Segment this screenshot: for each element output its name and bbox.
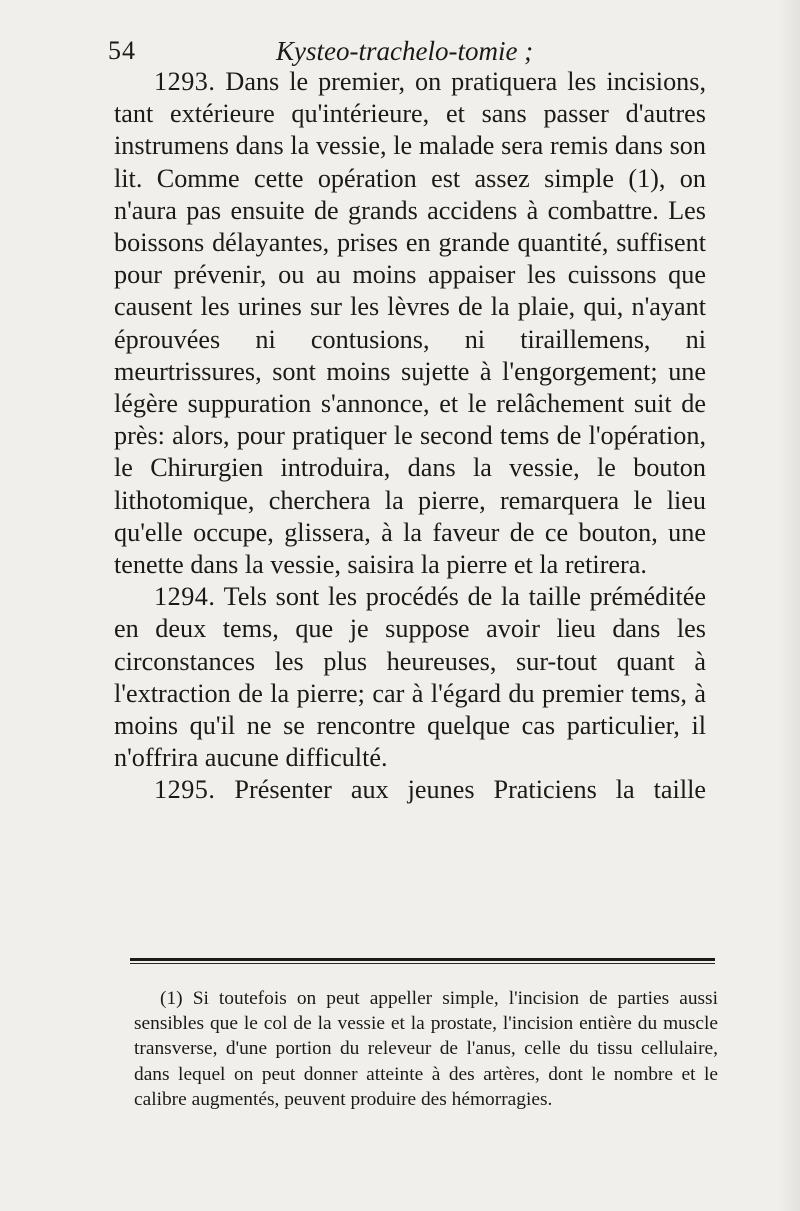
footnote-text: Si toutefois on peut appeller simple, l'incision de parties aussi sensibles que le col de la vessie et la prostate, l'incision entière du muscle transverse, d'une portion du releveur de l'anus, celle du tissu cellulaire, dans lequel on peut donner atteinte à des artères, dont le nombre et le calibre augmentés, peuvent produire des hémorragies. — [134, 988, 718, 1110]
paragraph-number: 1293. — [154, 67, 216, 96]
footnote-divider — [130, 958, 715, 961]
main-text — [114, 66, 706, 807]
paragraph-text: Tels sont les procédés de la taille préméditée en deux tems, que je suppose avoir lieu dans les circonstances les plus heureuses, sur-tout quant à l'extraction de la pierre; car à l'égard du premier tems, à moins qu'il ne se rencontre quelque cas particulier, il n'offrira aucune difficulté. — [114, 582, 707, 773]
paragraph-text: Présenter aux jeunes Praticiens la taille — [234, 775, 706, 805]
footnote-marker: (1) — [160, 988, 183, 1009]
paragraph-1294 — [114, 581, 706, 774]
footnote — [134, 986, 718, 1112]
paragraph-text: Dans le premier, on pratiquera les incisions, tant extérieure qu'intérieure, et sans passer d'autres instrumens dans la vessie, le malade sera remis dans son lit. Comme cette opération est assez simple (1), on n'aura pas ensuite de grands accidens à combattre. Les boissons délayantes, prises en grande quantité, suffisent pour prévenir, ou au moins appaiser les cuissons que causent les urines sur les lèvres de la plaie, qui, n'ayant éprouvées ni contusions, ni tiraillemens, ni meurtrissures, sont moins sujette à l'engorgement; une légère suppuration s'annonce, et le relâchement suit de près: alors, pour pratiquer le second tems de l'opération, le Chirurgien introduira, dans la vessie, le bouton lithotomique, cherchera la pierre, remarquera le lieu qu'elle occupe, glissera, à la faveur de ce bouton, une tenette dans la vessie, saisira la pierre et la retirera. — [114, 67, 706, 580]
paragraph-number: 1294. — [154, 582, 216, 612]
page-edge-shadow — [778, 0, 800, 1211]
page-number: 54 — [108, 36, 136, 65]
paragraph-1295 — [114, 774, 706, 806]
paragraph-1293 — [114, 66, 706, 581]
running-title: Kysteo-trachelo-tomie ; — [276, 36, 534, 66]
paragraph-number: 1295. — [154, 775, 216, 805]
